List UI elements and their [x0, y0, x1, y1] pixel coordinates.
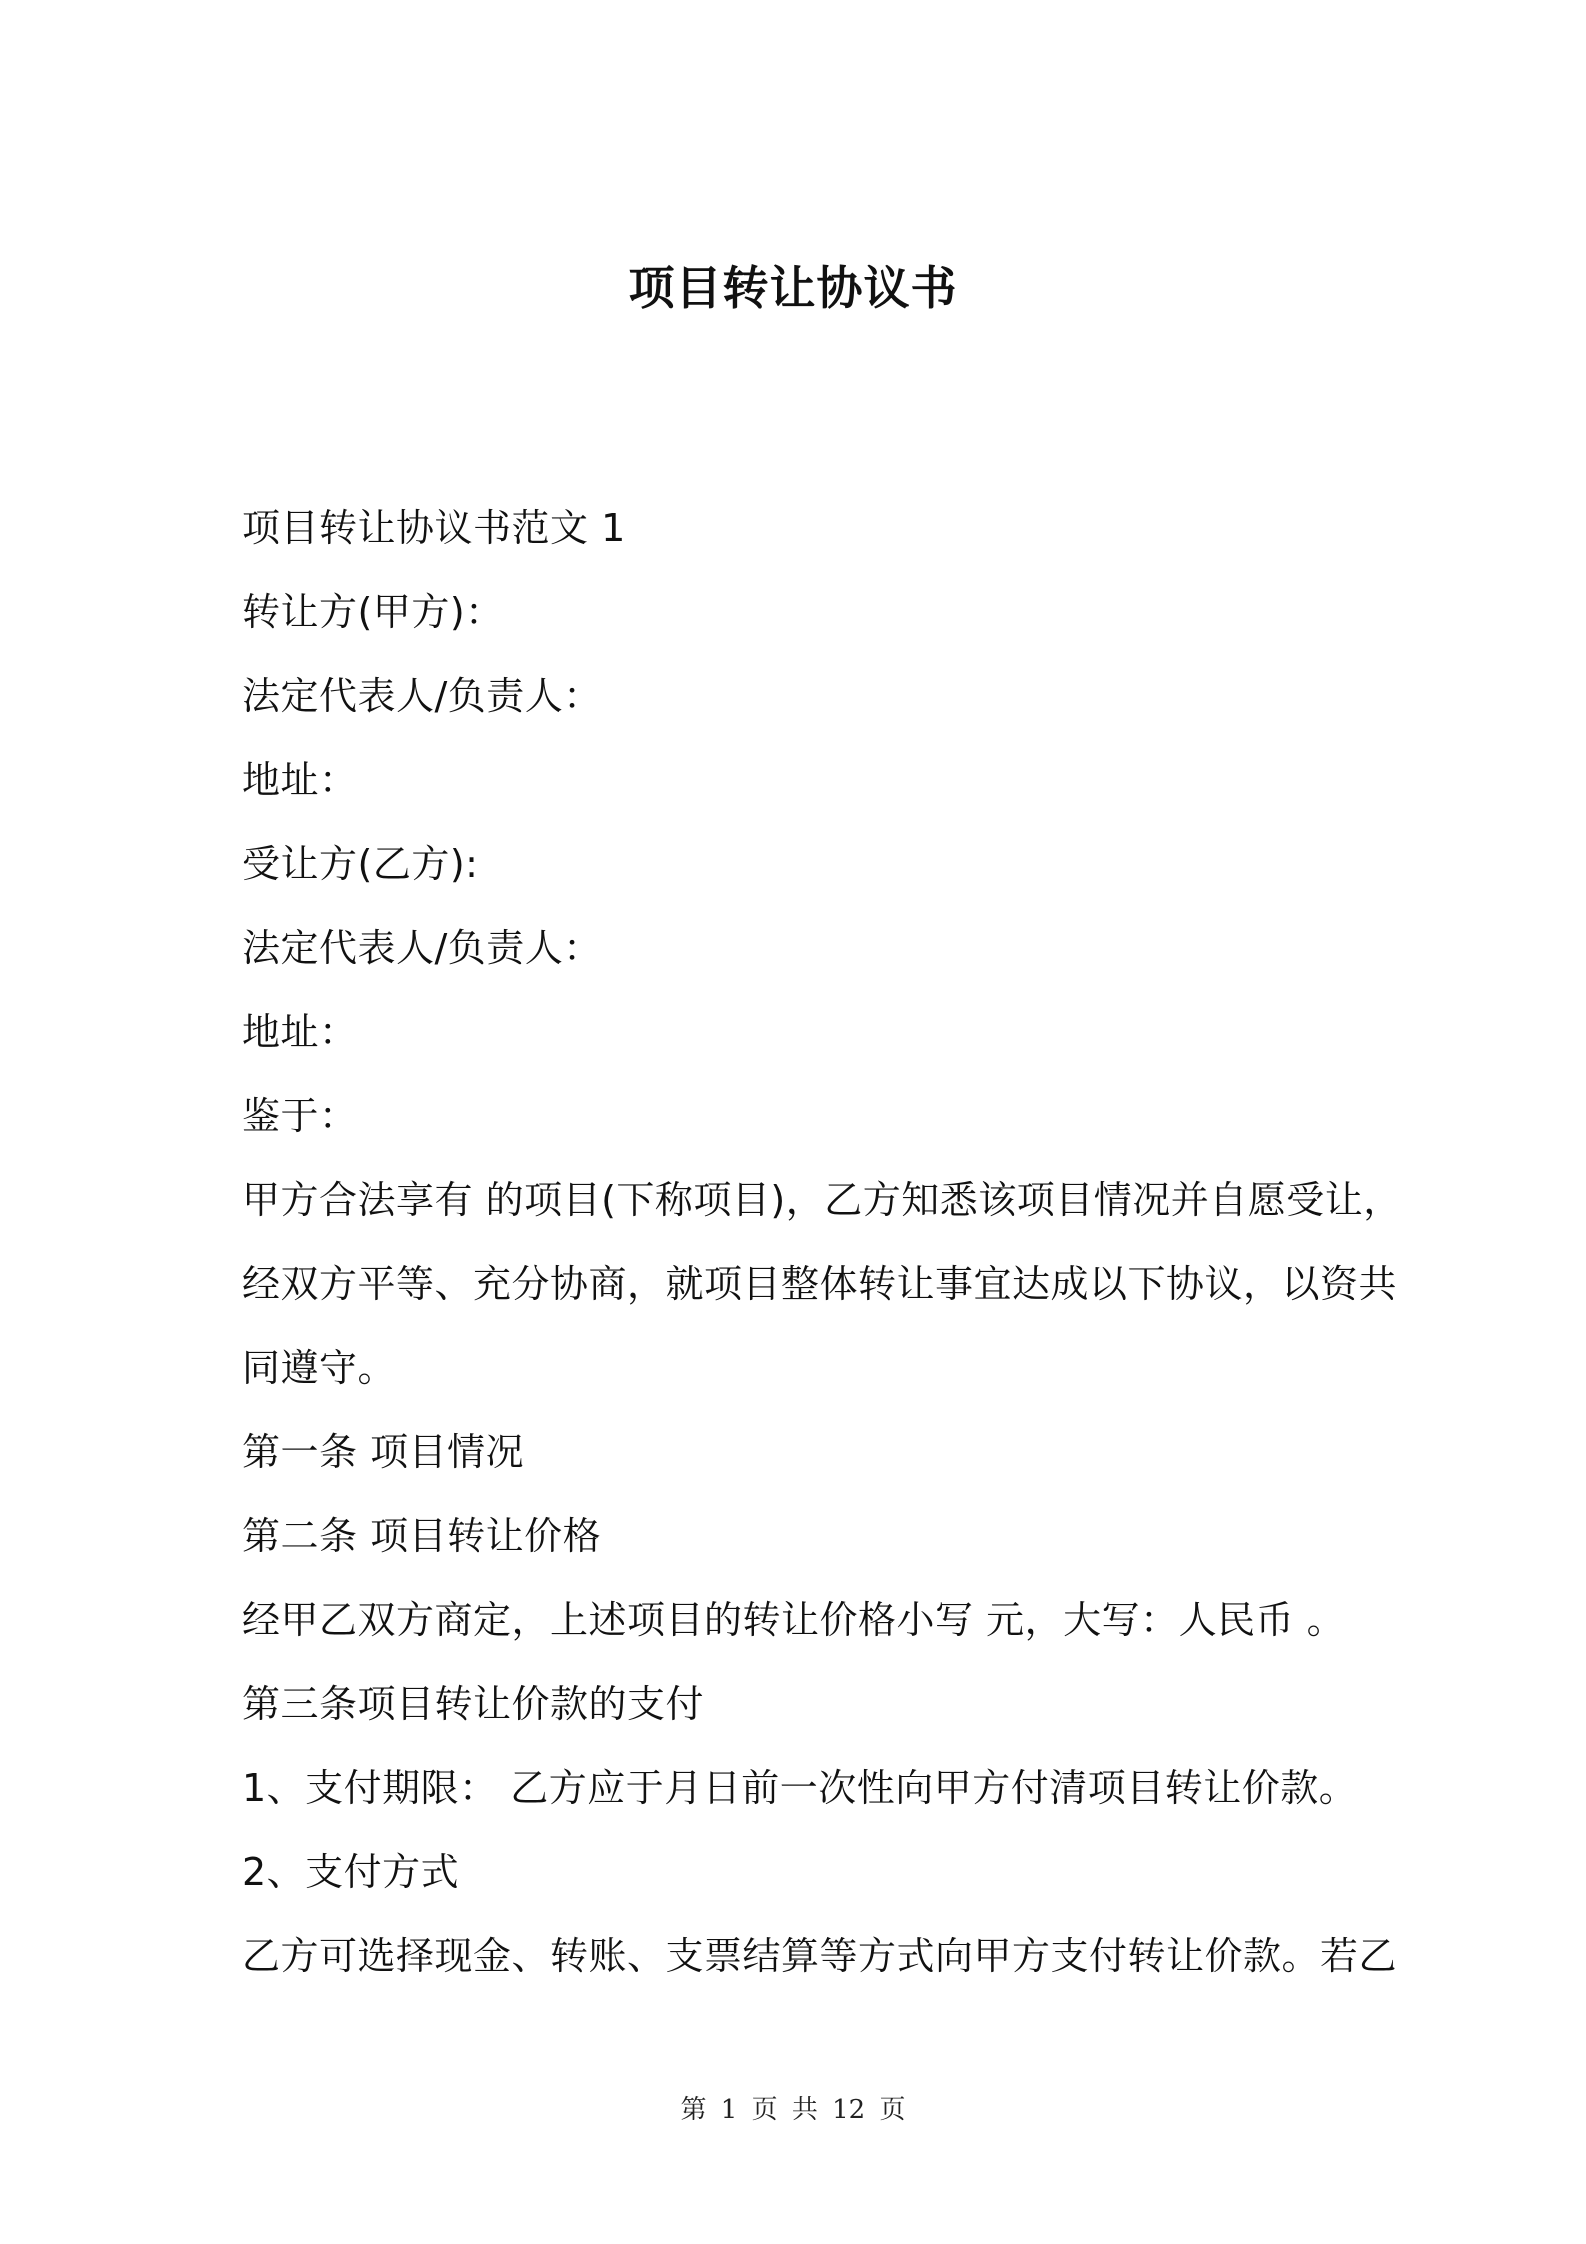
- body-line: 经甲乙双方商定，上述项目的转让价格小写 元，大写：人民币 。: [242, 1598, 1346, 1642]
- body-line: 法定代表人/负责人：: [242, 926, 602, 970]
- body-line: 受让方(乙方):: [242, 842, 479, 886]
- body-line: 乙方可选择现金、转账、支票结算等方式向甲方支付转让价款。若乙: [242, 1934, 1398, 1978]
- body-line: 转让方(甲方)：: [242, 590, 504, 634]
- body-line: 法定代表人/负责人：: [242, 674, 602, 718]
- document-title: 项目转让协议书: [628, 261, 958, 315]
- document-body: [242, 486, 1402, 1998]
- body-line: 同遵守。: [242, 1346, 397, 1390]
- page-number-footer: 第 1 页 共 12 页: [680, 2095, 906, 2125]
- body-line: 地址：: [242, 1010, 358, 1054]
- body-line: 地址：: [242, 758, 358, 802]
- body-line: 项目转让协议书范文 1: [242, 506, 626, 550]
- body-line: 第一条 项目情况: [242, 1430, 525, 1474]
- body-line: 甲方合法享有 的项目(下称项目)，乙方知悉该项目情况并自愿受让，: [242, 1178, 1402, 1222]
- body-line: 第二条 项目转让价格: [242, 1514, 602, 1558]
- body-line: 经双方平等、充分协商，就项目整体转让事宜达成以下协议，以资共: [242, 1262, 1398, 1306]
- body-line: 第三条项目转让价款的支付: [242, 1682, 705, 1726]
- body-line: 2、支付方式: [242, 1850, 460, 1894]
- body-line: 1、支付期限： 乙方应于月日前一次性向甲方付清项目转让价款。: [242, 1766, 1358, 1810]
- body-line: 鉴于：: [242, 1094, 358, 1138]
